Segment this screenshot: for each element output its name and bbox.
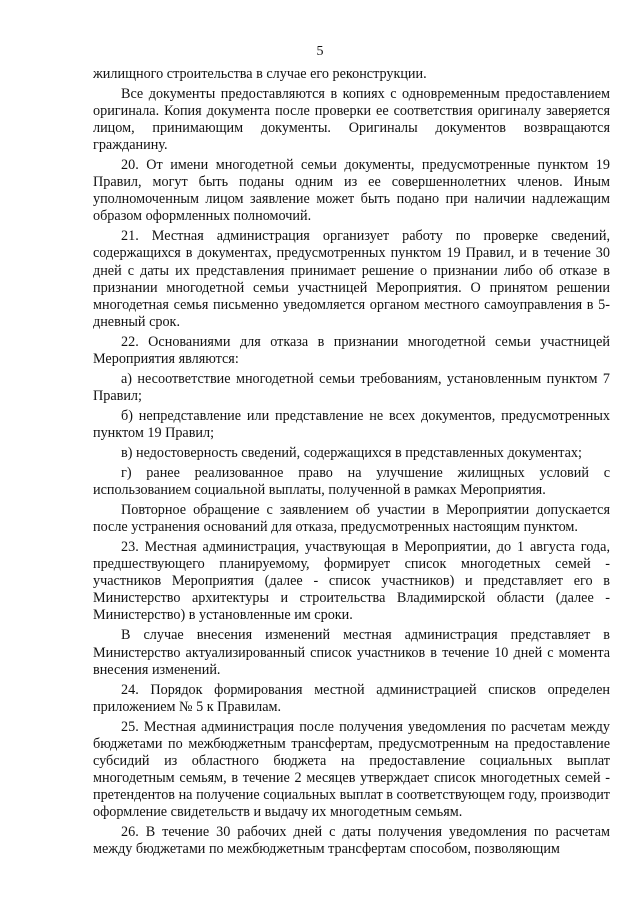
paragraph: 22. Основаниями для отказа в признании многодетной семьи участницей Мероприятия являются: [93,333,610,367]
paragraph: 24. Порядок формирования местной администрацией списков определен приложением № 5 к Правилам. [93,681,610,715]
paragraph: Повторное обращение с заявлением об участии в Мероприятии допускается после устранения оснований для отказа, предусмотренных настоящим пунктом. [93,502,610,536]
paragraph: 20. От имени многодетной семьи документы, предусмотренные пунктом 19 Правил, могут быть поданы одним из ее совершеннолетних членов. Иным уполномоченным лицом заявление может быть подано при наличии надлежащим образом оформленных полномочий. [93,157,610,225]
paragraph: б) непредставление или представление не всех документов, предусмотренных пунктом 19 Правил; [93,407,610,441]
paragraph: г) ранее реализованное право на улучшение жилищных условий с использованием социальной выплаты, полученной в рамках Мероприятия. [93,465,610,499]
document-body [93,66,610,861]
paragraph: жилищного строительства в случае его реконструкции. [93,66,427,82]
paragraph: а) несоответствие многодетной семьи требованиям, установленным пунктом 7 Правил; [93,370,610,404]
paragraph: 21. Местная администрация организует работу по проверке сведений, содержащихся в документах, предусмотренных пунктом 19 Правил, и в течение 30 дней с даты их представления принимает решение о признании либо об отказе в признании многодетной семьи участницей Мероприятия. О принятом решении многодетная семья письменно уведомляется органом местного самоуправления в 5-дневный срок. [93,228,610,330]
paragraph: 26. В течение 30 рабочих дней с даты получения уведомления по расчетам между бюджетами по межбюджетным трансфертам способом, позволяющим [93,823,610,858]
paragraph: в) недостоверность сведений, содержащихся в представленных документах; [121,444,582,461]
paragraph: 25. Местная администрация после получения уведомления по расчетам между бюджетами по межбюджетным трансфертам, предусмотренным на предоставление субсидий из областного бюджета на предоставление социальных выплат многодетным семьям, в течение 2 месяцев утверждает список многодетных семей - претендентов на получение социальных выплат в соответствующем году, производит оформление свидетельств и выдачу их многодетным семьям. [93,718,610,820]
page-number: 5 [316,44,324,59]
paragraph: В случае внесения изменений местная администрация представляет в Министерство актуализированный список участников в течение 10 дней с момента внесения изменений. [93,627,610,678]
paragraph: 23. Местная администрация, участвующая в Мероприятии, до 1 августа года, предшествующего планируемому, формирует список многодетных семей - участников Мероприятия (далее - список участников) и представляет его в Министерство архитектуры и строительства Владимирской области (далее - Министерство) в установленные им сроки. [93,539,610,624]
paragraph: Все документы предоставляются в копиях с одновременным предоставлением оригинала. Копия документа после проверки ее соответствия оригиналу заверяется лицом, принимающим документы. Оригиналы документов возвращаются гражданину. [93,86,610,154]
